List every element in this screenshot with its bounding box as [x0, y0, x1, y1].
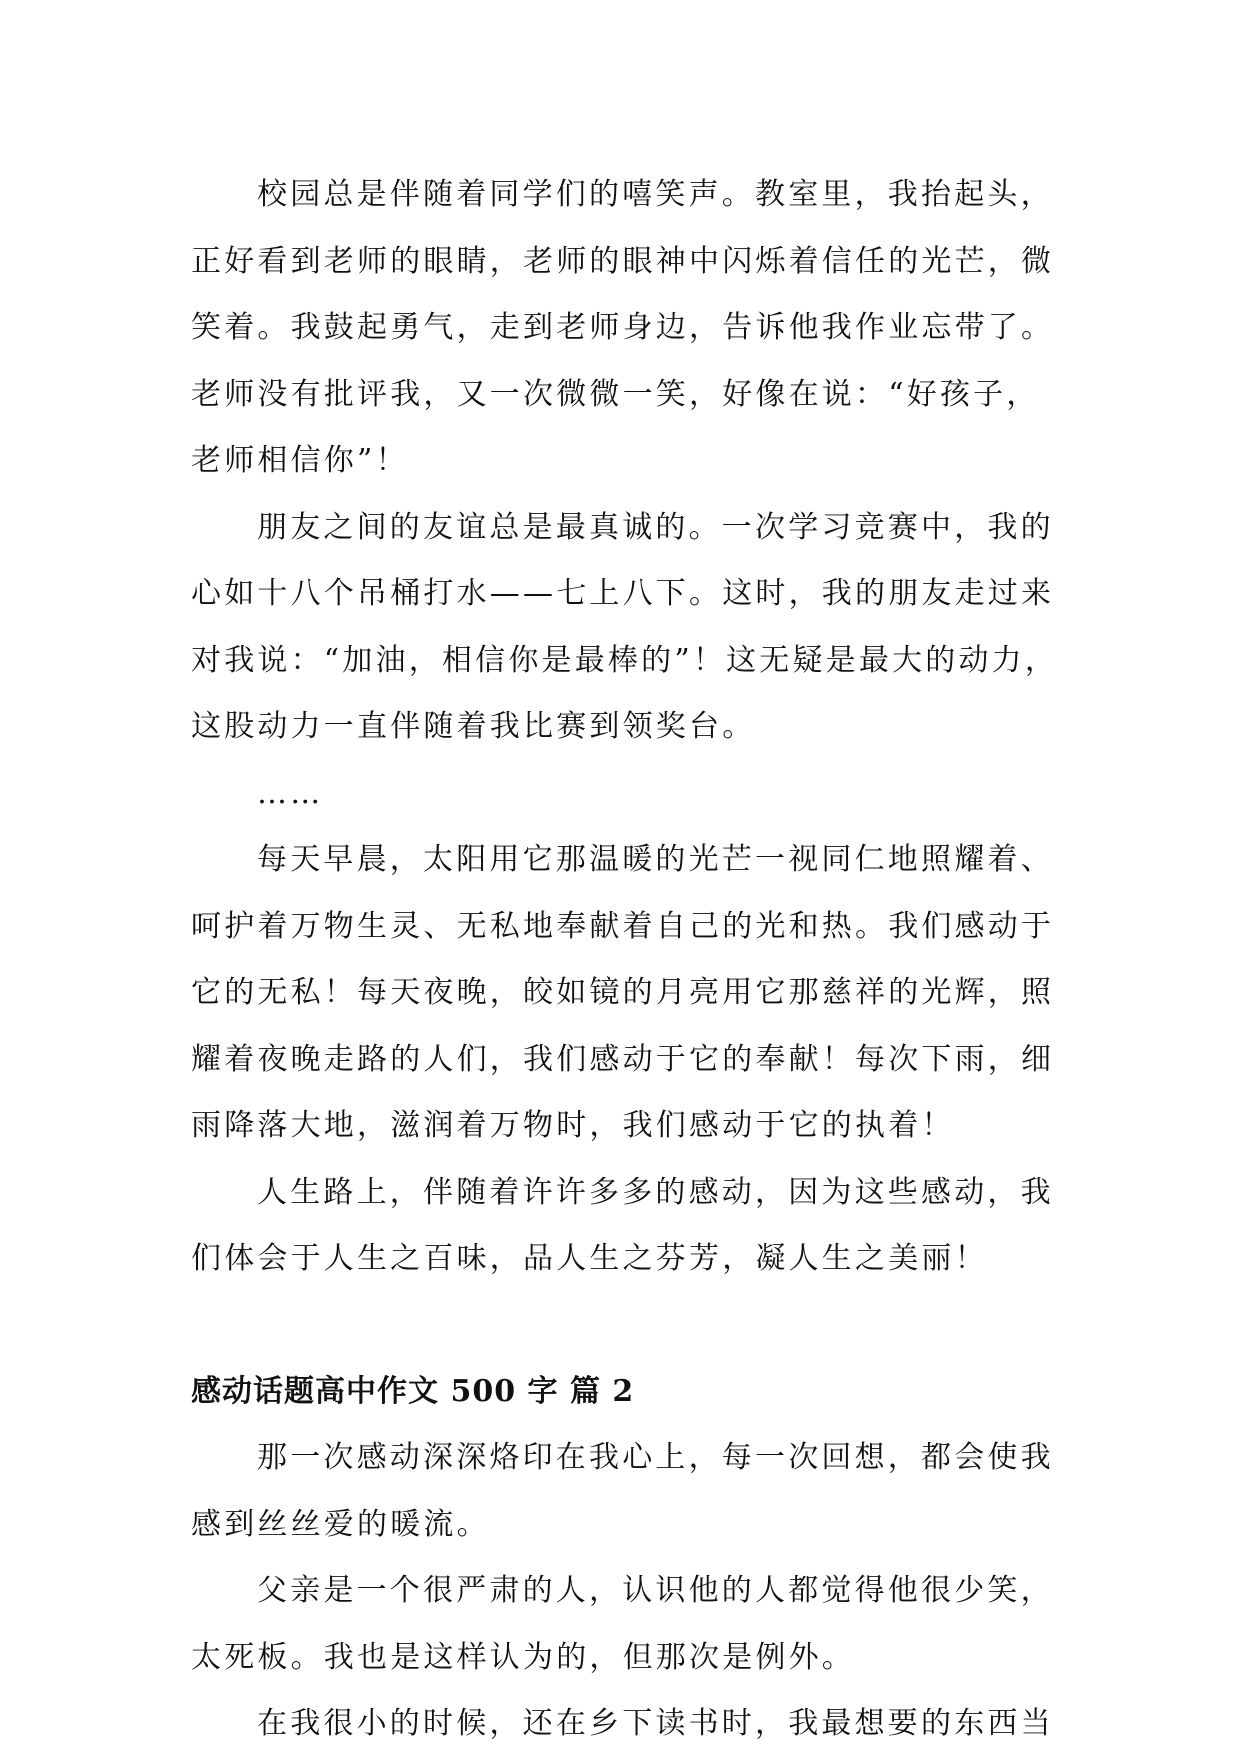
- text-line: 呵护着万物生灵、无私地奉献着自己的光和热。我们感动于: [191, 908, 1055, 944]
- text-line: 朋友之间的友谊总是最真诚的。一次学习竞赛中，我的: [257, 509, 1054, 545]
- paragraph-life: [191, 1160, 1071, 1293]
- text-line: 那一次感动深深烙印在我心上，每一次回想，都会使我: [257, 1440, 1054, 1475]
- text-line: 们体会于人生之百味，品人生之芬芳，凝人生之美丽！: [191, 1241, 988, 1276]
- text-line: 在我很小的时候，还在乡下读书时，我最想要的东西当: [257, 1706, 1054, 1741]
- paragraph-childhood: [191, 1691, 1071, 1758]
- paragraph-father: [191, 1558, 1071, 1691]
- text-line: 老师相信你”！: [191, 443, 409, 478]
- text-line: 人生路上，伴随着许许多多的感动，因为这些感动，我: [257, 1174, 1054, 1210]
- text-line: 耀着夜晚走路的人们，我们感动于它的奉献！每次下雨，细: [191, 1041, 1055, 1077]
- text-line: 父亲是一个很严肃的人，认识他的人都觉得他很少笑，: [257, 1573, 1054, 1608]
- paragraph-classroom: [191, 162, 1071, 495]
- paragraph-friendship: [191, 495, 1071, 761]
- text-line: 对我说：“加油，相信你是最棒的”！这无疑是最大的动力，: [191, 642, 1059, 678]
- text-line: 雨降落大地，滋润着万物时，我们感动于它的执着！: [191, 1108, 955, 1143]
- text-line: 校园总是伴随着同学们的嘻笑声。教室里，我抬起头，: [257, 177, 1054, 212]
- text-line: 太死板。我也是这样认为的，但那次是例外。: [191, 1639, 855, 1675]
- document-body: [191, 162, 1071, 1758]
- text-line: 它的无私！每天夜晚，皎如镜的月亮用它那慈祥的光辉，照: [191, 975, 1055, 1010]
- text-line: 笑着。我鼓起勇气，走到老师身边，告诉他我作业忘带了。: [191, 310, 1055, 345]
- paragraph-nature: [191, 827, 1071, 1160]
- text-line: 每天早晨，太阳用它那温暖的光芒一视同仁地照耀着、: [257, 842, 1054, 877]
- section-spacer: [191, 1293, 1071, 1359]
- paragraph-memory: [191, 1425, 1071, 1558]
- text-line: 老师没有批评我，又一次微微一笑，好像在说：“好孩子，: [191, 376, 1040, 412]
- text-line: 感到丝丝爱的暖流。: [191, 1506, 490, 1542]
- text-line: 心如十八个吊桶打水——七上八下。这时，我的朋友走过来: [191, 576, 1055, 611]
- text-line: 正好看到老师的眼睛，老师的眼神中闪烁着信任的光芒，微: [191, 243, 1055, 279]
- text-line: 这股动力一直伴随着我比赛到领奖台。: [191, 709, 756, 744]
- section-heading: 感动话题高中作文 500 字 篇 2: [191, 1373, 635, 1409]
- paragraph-ellipsis: [191, 761, 1071, 828]
- text-line: ……: [257, 775, 324, 811]
